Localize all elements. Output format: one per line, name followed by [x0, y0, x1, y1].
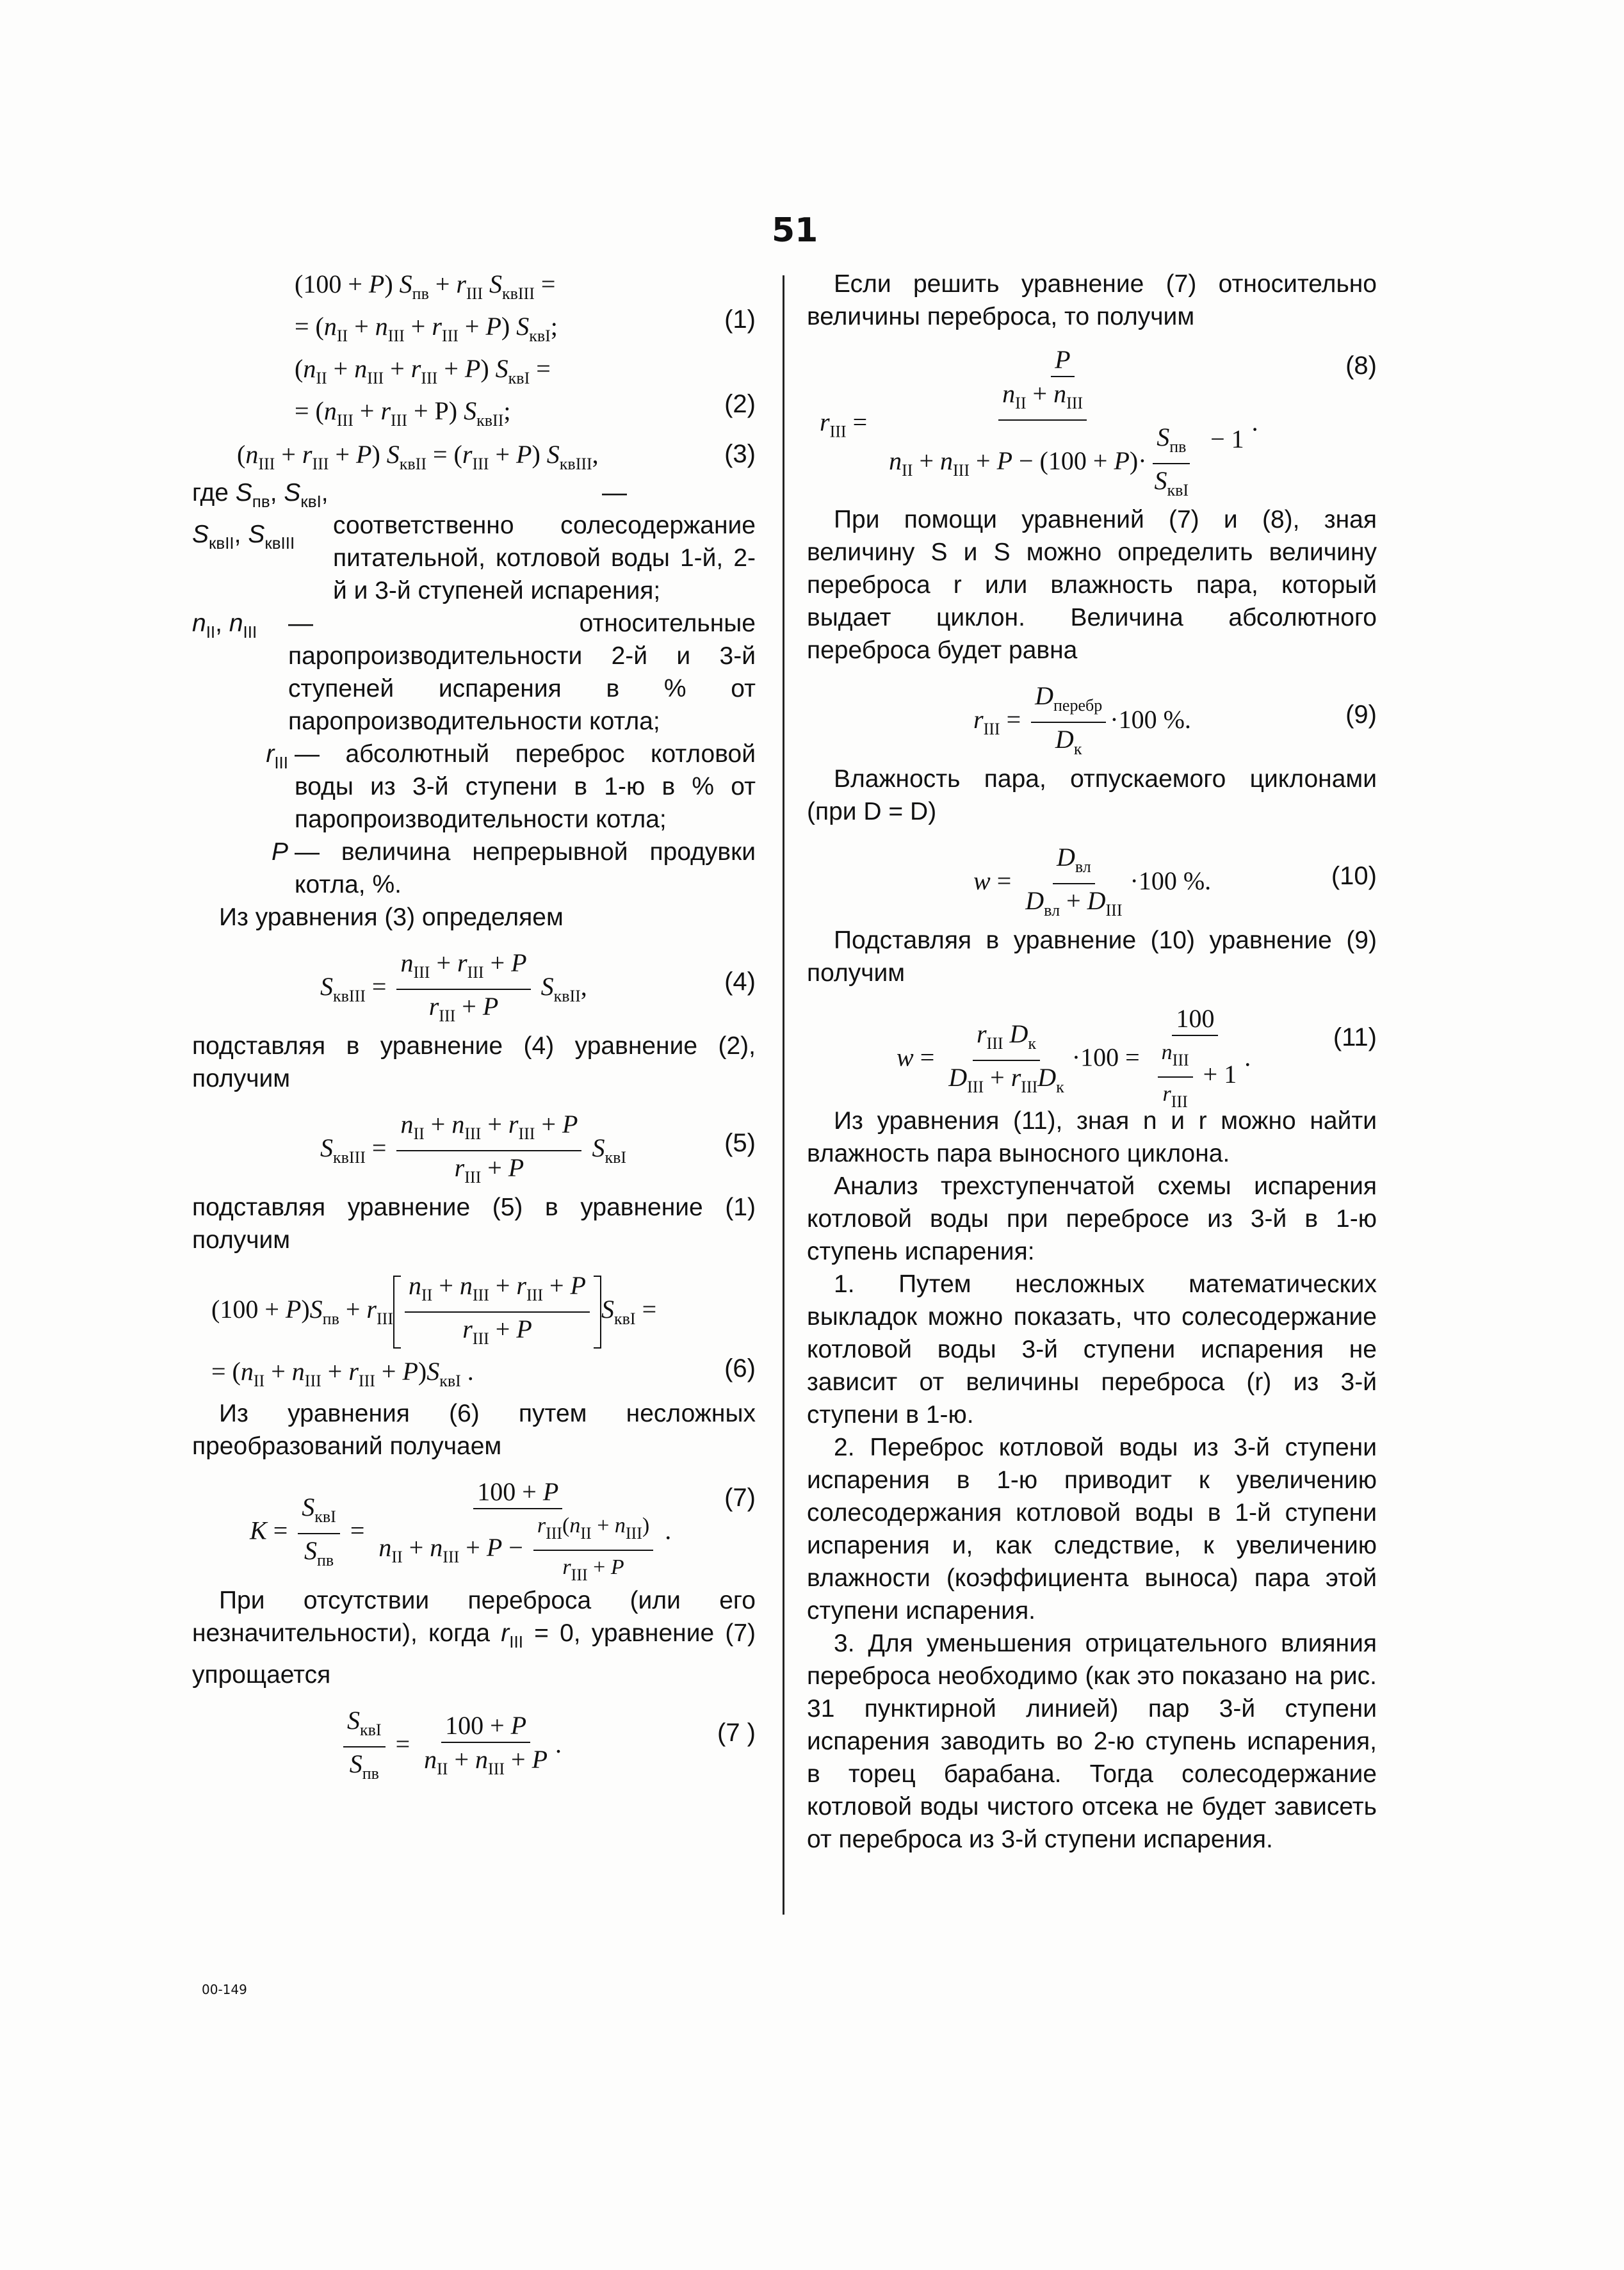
equation-3: $(n_{III} + r_{III} + P) S_{квII} = (r_{III} + P)$ $S_{квIII}$, (3) — [192, 438, 756, 474]
eq-number-8: (8) — [1345, 352, 1377, 380]
eq-number-2: (2) — [724, 390, 756, 418]
equation-4: $S_{квIII}$ = $\frac{n_{III} + r_{III} + P}{r_{III} + P}$ $S_{квII}$, (4) — [192, 946, 756, 1030]
equation-10: w = $\frac{D_{вл}}{D_{вл} + D_{III}}$ ·100 %. (10) — [807, 841, 1377, 924]
paragraph-l4: Из уравнения (6) путем несложных преобразований получаем — [192, 1400, 756, 1460]
paragraph-r6: Анализ трехступенчатой схемы испарения котловой воды при перебросе из 3-й в 1-ю ступень испарения: — [807, 1172, 1377, 1265]
definition-n: $n_{II}$, $n_{III}$ — относительные паропроизводительности 2-й и 3-й ступеней испарения в % от паропроизводительности котла; — [192, 607, 756, 738]
paragraph-r2: При помощи уравнений (7) и (8), зная величину S и S можно определить величину переброса r или влажность пара, который выдает циклон. Величина абсолютного переброса будет равна — [807, 506, 1377, 664]
eq-number-7-simplified: (7 ) — [717, 1719, 756, 1747]
footer-code: 00-149 — [202, 1982, 247, 1997]
eq-number-4: (4) — [724, 968, 756, 996]
paragraph-r5: Из уравнения (11), зная n и r можно найти влажность пара выносного циклона. — [807, 1107, 1377, 1167]
definition-p: P — величина непрерывной продувки котла, %. — [192, 836, 756, 901]
equation-8: $r_{III}$ = P $n_{II} + n_{III}$ $n_{II} + n_{III} + P - (100 + P)\cdot$ $\frac{S_{пв}}{S_{квI}}$ − 1 . (8) — [807, 343, 1377, 490]
equation-9: $r_{III}$ = $\frac{D_{перебр}}{D_к}$ ·100 %. (9) — [807, 679, 1377, 763]
paragraph-r7: 1. Путем несложных математических выкладок можно показать, что солесодержание котловой воды 3-й ступени испарения не зависит от величины переброса (r) из 3-й ступени в 1-ю. — [807, 1270, 1377, 1429]
eq-number-9: (9) — [1345, 701, 1377, 729]
eq-number-6: (6) — [724, 1354, 756, 1382]
definition-s-text: — соответственно солесодержание питательной, котловой воды 1-й, 2-й и 3-й ступеней испарения; — [333, 479, 756, 604]
paragraph-l2: подставляя в уравнение (4) уравнение (2), получим — [192, 1032, 756, 1092]
paragraph-r8: 2. Переброс котловой воды из 3-й ступени испарения в 1-ю приводит к увеличению солесодержания котловой воды в 1-й ступени испарения и, как следствие, к увеличению влажности (коэффициента выноса) пара этой ступени испарения. — [807, 1434, 1377, 1625]
definitions — [192, 476, 756, 901]
equation-5: $S_{квIII}$ = $\frac{n_{II} + n_{III} + r_{III} + P}{r_{III} + P}$ $S_{квI}$ (5) — [192, 1108, 756, 1191]
definition-r-text: — абсолютный переброс котловой воды из 3-й ступени в 1-ю в % от паропроизводительности котла; — [295, 740, 756, 833]
equation-1: (100 + P) $S_{пв} + r_{III}$ $S_{квIII}$ = = $(n_{II} + n_{III} + r_{III} + P)$ $S_{квI}$; (1) — [295, 270, 756, 345]
paragraph-r4: Подставляя в уравнение (10) уравнение (9) получим — [807, 927, 1377, 987]
paragraph-r3: Влажность пара, отпускаемого циклонами (при D = D) — [807, 765, 1377, 825]
paragraph-l3: подставляя уравнение (5) в уравнение (1) получим — [192, 1194, 756, 1254]
paragraph-l5: При отсутствии переброса (или его незначительности), когда $r_{III} = 0$, уравнение (7) упрощается — [192, 1587, 756, 1689]
eq-number-3: (3) — [724, 440, 756, 468]
definition-r: $r_{III}$ — абсолютный переброс котловой воды из 3-й ступени в 1-ю в % от паропроизводительности котла; — [192, 738, 756, 836]
column-divider — [783, 275, 784, 1915]
definition-p-text: — величина непрерывной продувки котла, %. — [295, 838, 756, 898]
equation-6: $(100 + P)S_{пв} + r_{III}$ $\frac{n_{II} + n_{III} + r_{III} + P}{r_{III} + P}$ $S_{квI}$ = = $(n_{II} + n_{III} + r_{III} + P)S_{квI}$ . (6) — [192, 1269, 756, 1397]
left-column — [192, 268, 756, 1787]
definition-s: где $S_{пв}$, $S_{квI}$, $S_{квII}$, $S_{квIII}$ — соответственно солесодержание питательной, котловой воды 1-й, 2-й и 3-й ступеней испарения; — [192, 476, 756, 607]
paragraph-l1: Из уравнения (3) определяем — [219, 904, 564, 931]
equation-7-simplified: $\frac{S_{квI}}{S_{пв}}$ = $\frac{100 + P}{n_{II} + n_{III} + P}$ . (7 ) — [192, 1704, 756, 1787]
equation-2: $(n_{II} + n_{III} + r_{III} + P) S_{квI}$ = = $(n_{III} + r_{III} + P)$ $S_{квII}$; (2) — [295, 354, 756, 430]
definition-n-text: — относительные паропроизводительности 2-й и 3-й ступеней испарения в % от паропроизводительности котла; — [288, 610, 756, 735]
where-label: где — [192, 479, 229, 507]
eq-number-7: (7) — [724, 1484, 756, 1512]
equation-7: K = $\frac{S_{квI}}{S_{пв}}$ = 100 + P $n_{II} + n_{III} + P$ − $\frac{r_{III}(n_{II} + n_{III})}{r_{III} + P}$ . (7) — [192, 1475, 756, 1571]
right-column — [807, 268, 1377, 1856]
equation-11: w = $\frac{r_{III} D_к}{D_{III} + r_{III}D_к}$ ·100 = 100 $\frac{n_{III}}{r_{III}}$ + 1 . (11) — [807, 1002, 1377, 1098]
eq-number-11: (11) — [1333, 1023, 1377, 1051]
paragraph-r1: Если решить уравнение (7) относительно величины переброса, то получим — [807, 270, 1377, 330]
eq-number-1: (1) — [724, 305, 756, 334]
paragraph-r9: 3. Для уменьшения отрицательного влияния переброса необходимо (как это показано на рис. 31 пунктирной линией) пар 3-й ступени испарения заводить во 2-ю ступень испарения, в торец барабана. Тогда солесодержание котловой воды чистого отсека не будет зависеть от переброса из 3-й ступени испарения. — [807, 1630, 1377, 1853]
eq-number-10: (10) — [1331, 862, 1377, 890]
eq-number-5: (5) — [724, 1129, 756, 1157]
page-number: 51 — [772, 211, 818, 250]
